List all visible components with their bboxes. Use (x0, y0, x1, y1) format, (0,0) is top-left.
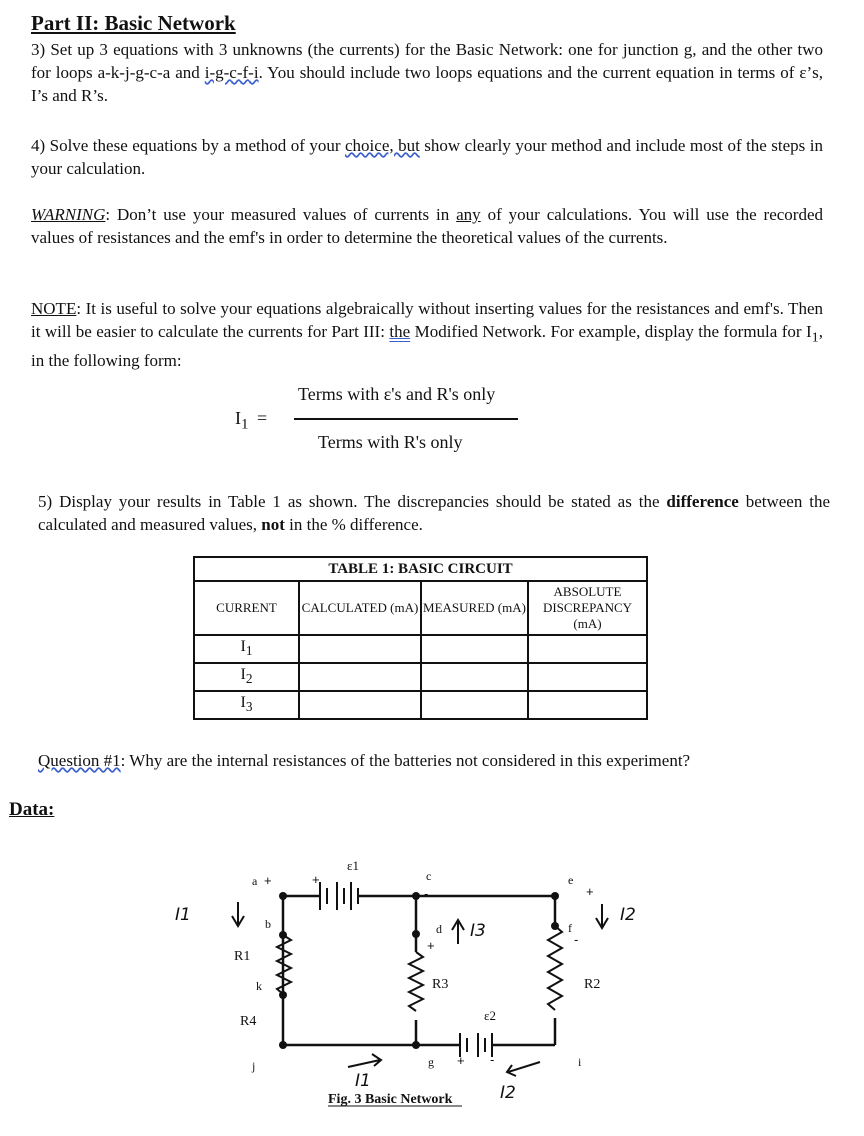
circuit-diagram (0, 840, 864, 1136)
sign-plus-d: + (427, 938, 435, 953)
row-current-symbol: I (240, 638, 246, 656)
results-table (193, 556, 648, 720)
header-calculated: CALCULATED (mA) (299, 581, 421, 635)
label-r2: R2 (584, 977, 601, 992)
table-row (194, 663, 647, 691)
node-k-dot (279, 991, 287, 999)
label-g: g (428, 1055, 434, 1069)
note-end: , in the following form: (31, 322, 823, 371)
label-e: e (568, 873, 574, 887)
label-i2-bottom: I2 (500, 1083, 516, 1103)
sign-plus-emf2: + (457, 1053, 465, 1068)
label-i1-left: I1 (175, 905, 191, 925)
table-row (194, 691, 647, 719)
node-j-dot (279, 1041, 287, 1049)
q4-linked-text: choice, but (345, 136, 420, 155)
data-label: Data: (9, 799, 55, 820)
question1-text: : Why are the internal resistances of the batteries not considered in this experiment? (120, 751, 691, 770)
question1-label: Question #1 (38, 751, 121, 770)
node-c-dot (412, 892, 420, 900)
battery-symbols (320, 882, 492, 1057)
row-measured[interactable] (421, 635, 528, 663)
circuit-wires (283, 896, 555, 1045)
arrow-i1-bottom (348, 1054, 381, 1067)
note-paragraph (31, 297, 823, 372)
arrow-i1-left (232, 902, 244, 926)
row-discrepancy[interactable] (528, 663, 647, 691)
q4-post: show clearly your method and include most of the steps in your calculation. (31, 136, 823, 178)
sign-minus-c: - (424, 886, 429, 901)
junction-dots (279, 892, 559, 1049)
sign-plus-emf1: + (312, 872, 320, 887)
header-current: CURRENT (194, 581, 299, 635)
label-f: f (568, 921, 572, 935)
row-current (194, 635, 299, 663)
row-current-sub: 2 (245, 671, 253, 687)
formula-fraction-bar (294, 418, 518, 420)
q3-loop2: i-g-c-f-i (204, 63, 259, 82)
label-i1-bottom: I1 (355, 1071, 371, 1091)
q5-pre: 5) Display your results in Table 1 as shown. The discrepancies should be stated as the (38, 492, 667, 511)
label-b: b (265, 917, 271, 931)
row-calculated[interactable] (299, 691, 421, 719)
warning-paragraph (31, 203, 823, 249)
row-current-symbol: I (240, 666, 246, 684)
formula-numerator: Terms with ε's and R's only (298, 384, 496, 404)
q5-post: in the % difference. (284, 515, 423, 534)
row-calculated[interactable] (299, 635, 421, 663)
warning-pre: : Don’t use your measured values of currents in (105, 205, 457, 224)
formula-denominator: Terms with R's only (318, 432, 463, 452)
question-1 (38, 749, 830, 772)
row-current-sub: 3 (245, 699, 253, 715)
row-measured[interactable] (421, 691, 528, 719)
label-i: i (578, 1055, 582, 1069)
current-labels (175, 905, 636, 1103)
row-discrepancy[interactable] (528, 635, 647, 663)
q5-bold-difference: difference (666, 492, 739, 511)
row-current-sub: 1 (245, 643, 253, 659)
q5-mid: between the calculated and measured values, (38, 492, 831, 534)
q3-text: 3) Set up 3 equations with 3 unknowns (the currents) for the Basic Network: one for junction g, and the other two for loops a-k-j-g-c-a and (31, 40, 823, 82)
warning-any: any (456, 205, 481, 224)
warning-post: of your calculations. You will use the recorded values of resistances and the emf's in order to determine the theoretical values of the currents. (31, 205, 823, 247)
resistor-symbols (277, 926, 562, 1011)
q3-tail: . You should include two loops equations and the current equation in terms of ε’s, I’s and R’s. (31, 63, 823, 105)
label-emf1: ε1 (347, 858, 359, 873)
header-measured: MEASURED (mA) (421, 581, 528, 635)
header-discrepancy: ABSOLUTE DISCREPANCY (mA) (528, 581, 647, 635)
q5-bold-not: not (261, 515, 285, 534)
formula-lhs (235, 408, 267, 434)
label-k: k (256, 979, 262, 993)
q4-pre: 4) Solve these equations by a method of your (31, 136, 345, 155)
page-heading: Part II: Basic Network (31, 11, 236, 35)
node-f-dot (551, 922, 559, 930)
label-a: a (252, 874, 258, 888)
label-r3: R3 (432, 977, 449, 992)
sign-minus-emf2: - (490, 1052, 495, 1067)
figure-caption: Fig. 3 Basic Network (328, 1092, 453, 1107)
arrow-i2-bottom (507, 1062, 540, 1076)
node-b-dot (279, 931, 287, 939)
label-c: c (426, 869, 432, 883)
label-emf2: ε2 (484, 1008, 496, 1023)
sign-minus-f: - (574, 932, 579, 947)
table-row (194, 635, 647, 663)
row-current-symbol: I (240, 694, 246, 712)
note-sub: 1 (811, 329, 819, 346)
polarity-signs (264, 872, 594, 1068)
note-the: the (389, 322, 411, 341)
note-pre: : It is useful to solve your equations algebraically without inserting values for the resistances and emf's. Then it will be easier to calculate the currents for Part III: (31, 299, 823, 341)
label-j: j (252, 1059, 256, 1073)
row-calculated[interactable] (299, 663, 421, 691)
node-g-dot (412, 1041, 420, 1049)
question-5 (38, 490, 830, 536)
row-current (194, 663, 299, 691)
table-title: TABLE 1: BASIC CIRCUIT (194, 557, 647, 581)
label-i2-right: I2 (620, 905, 636, 925)
question-3 (31, 38, 823, 107)
arrow-i3 (452, 920, 464, 944)
sign-plus-e: + (586, 884, 594, 899)
arrow-i2-right (596, 904, 608, 928)
row-measured[interactable] (421, 663, 528, 691)
formula-lhs-sub: 1 (241, 416, 249, 433)
formula-lhs-i: I (235, 408, 241, 428)
node-e-dot (551, 892, 559, 900)
question-4 (31, 134, 823, 180)
label-i3: I3 (470, 921, 486, 941)
note-post: Modified Network. For example, display the formula for I (410, 322, 812, 341)
label-d: d (436, 922, 442, 936)
formula-equals: = (257, 408, 268, 428)
label-r1: R1 (234, 949, 251, 964)
warning-label: WARNING (31, 205, 106, 224)
label-r4: R4 (240, 1014, 257, 1029)
node-a-dot (279, 892, 287, 900)
note-label: NOTE (31, 299, 77, 318)
row-current (194, 691, 299, 719)
row-discrepancy[interactable] (528, 691, 647, 719)
node-d-dot (412, 930, 420, 938)
sign-plus-a: + (264, 873, 272, 888)
